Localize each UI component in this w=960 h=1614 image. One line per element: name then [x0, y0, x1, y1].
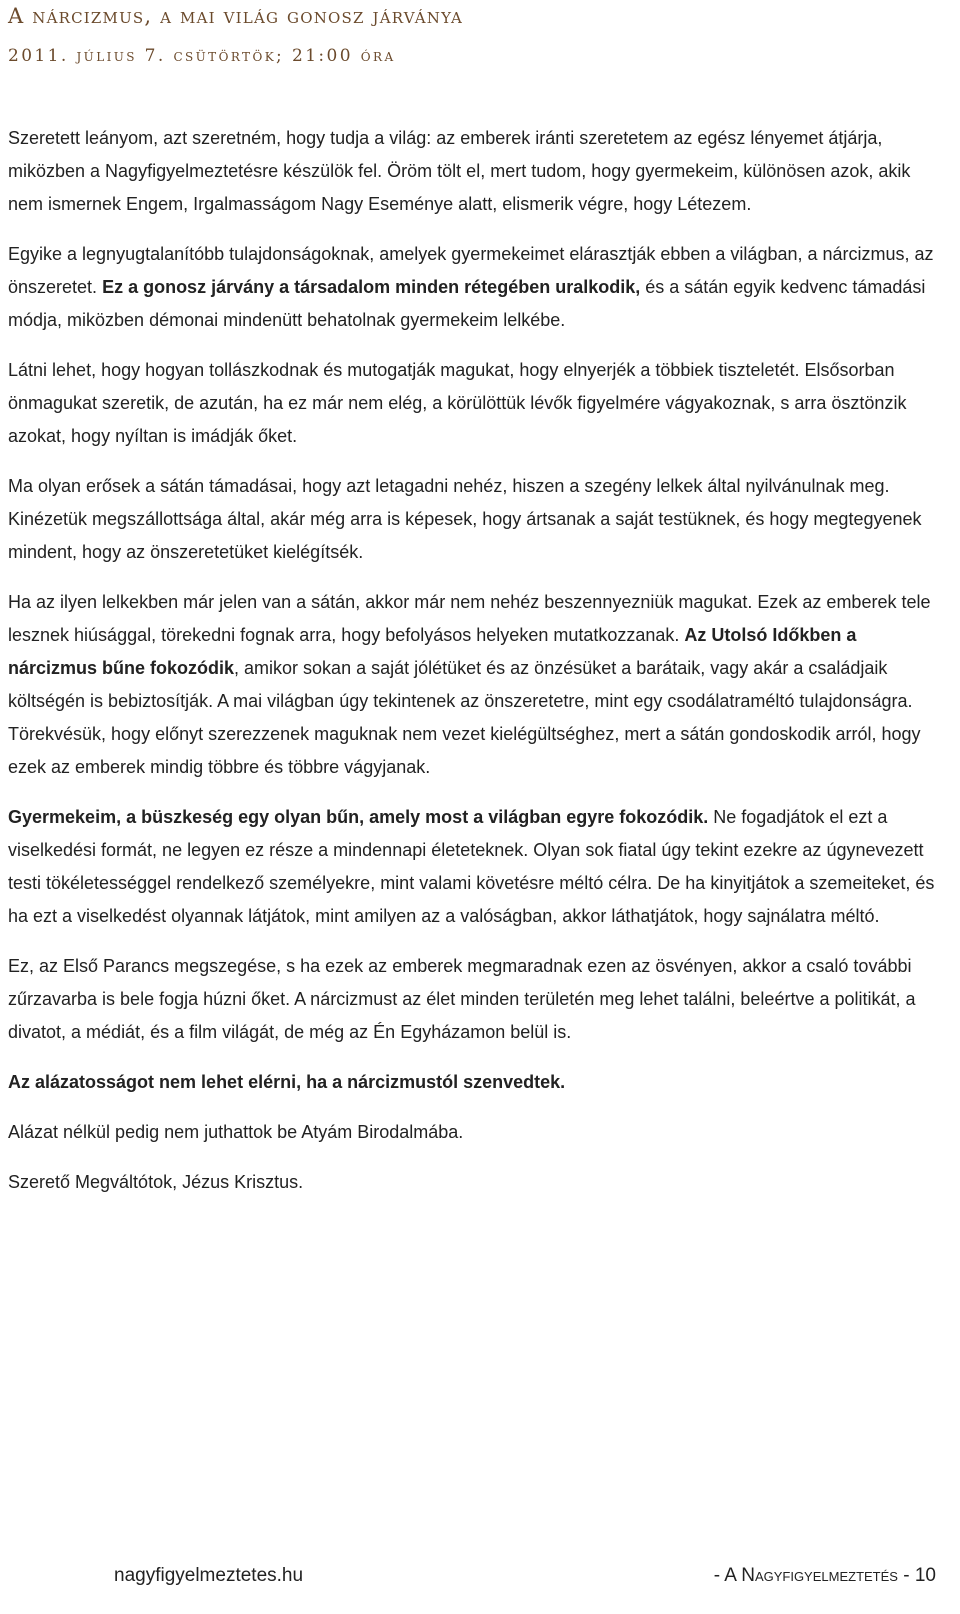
text-run: Ne fogadjátok el ezt a viselkedési formát, ne legyen ez része a mindennapi életeteknek. Olyan sok fiatal úgy tekint ezekre az úgynevezett testi tökéletességgel rendelkező személyekre, mint valami követésre méltó célra. De ha kinyitjátok a szemeiteket, és ha ezt a viselkedést olyannak látjátok, mint amilyen az a valóságban, akkor láthatjátok, hogy sajnálatra méltó. [8, 807, 935, 926]
footer-site: nagyfigyelmeztetes.hu [114, 1565, 304, 1586]
paragraph [8, 1116, 938, 1149]
paragraph [8, 238, 938, 337]
paragraph [8, 586, 938, 784]
page-number: 10 [914, 1565, 936, 1586]
text-run: Ha az ilyen lelkekben már jelen van a sátán, akkor már nem nehéz beszennyezniük magukat. Ezek az emberek tele lesznek hiúsággal, törekedni fognak arra, hogy befolyásos helyeken mutatkozzanak. [8, 592, 931, 645]
paragraph [8, 1066, 938, 1099]
paragraph [8, 1166, 938, 1199]
paragraph [8, 122, 938, 221]
document-title: A nárcizmus, a mai világ gonosz járványa [8, 4, 464, 28]
text-run: , amikor sokan a saját jólétüket és az önzésüket a barátaik, vagy akár a családjaik költségén is bebiztosítják. A mai világban úgy tekintenek az önszeretetre, mint egy csodálatraméltó tulajdonságra. Törekvésük, hogy előnyt szerezzenek maguknak nem vezet kielégültséghez, mert a sátán gondoskodik arról, hogy ezek az emberek mindig többre és többre vágyjanak. [8, 658, 921, 777]
paragraph [8, 950, 938, 1049]
paragraph [8, 801, 938, 933]
paragraph [8, 354, 938, 453]
text-run: Szerető Megváltótok, Jézus Krisztus. [8, 1172, 304, 1192]
text-run: Szeretett leányom, azt szeretném, hogy tudja a világ: az emberek iránti szeretetem az egész lényemet átjárja, miközben a Nagyfigyelmeztetésre készülök fel. Öröm tölt el, mert tudom, hogy gyermekeim, különösen azok, akik nem ismernek Engem, Irgalmasságom Nagy Eseménye alatt, elismerik végre, hogy Létezem. [8, 128, 911, 214]
text-run: Alázat nélkül pedig nem juthattok be Atyám Birodalmába. [8, 1122, 464, 1142]
bold-text: Az Utolsó Időkben a nárcizmus bűne fokozódik [8, 625, 857, 678]
text-run: Látni lehet, hogy hogyan tollászkodnak és mutogatják magukat, hogy elnyerjék a többiek tiszteletét. Elsősorban önmagukat szeretik, de azután, ha ez már nem elég, a körülöttük lévők figyelmére vágyakoznak, s arra ösztönzik azokat, hogy nyíltan is imádják őket. [8, 360, 907, 446]
document-date: 2011. július 7. csütörtök; 21:00 óra [8, 46, 396, 66]
bold-text: Az alázatosságot nem lehet elérni, ha a nárcizmustól szenvedtek. [8, 1072, 566, 1092]
text-run: Egyike a legnyugtalanítóbb tulajdonságoknak, amelyek gyermekeimet elárasztják ebben a világban, a nárcizmus, az önszeretet. [8, 244, 934, 297]
text-run: Ma olyan erősek a sátán támadásai, hogy azt letagadni nehéz, hiszen a szegény lelkek által nyilvánulnak meg. Kinézetük megszállottsága által, akár még arra is képesek, hogy ártsanak a saját testüknek, és hogy megtegyenek mindent, hogy az önszeretetüket kielégítsék. [8, 476, 922, 562]
footer-prefix: - A [713, 1565, 742, 1586]
bold-text: Gyermekeim, a büszkeség egy olyan bűn, amely most a világban egyre fokozódik. [8, 807, 709, 827]
footer-suffix: - [897, 1565, 915, 1586]
paragraph [8, 470, 938, 569]
document-body [8, 122, 938, 1216]
footer-page-info [714, 1561, 936, 1591]
bold-text: Ez a gonosz járvány a társadalom minden rétegében uralkodik, [102, 277, 641, 297]
footer-title: Nagyfigyelmeztetés [741, 1565, 898, 1586]
text-run: és a sátán egyik kedvenc támadási módja, miközben démonai mindenütt behatolnak gyermekeim lelkébe. [8, 277, 926, 330]
text-run: Ez, az Első Parancs megszegése, s ha ezek az emberek megmaradnak ezen az ösvényen, akkor a csaló további zűrzavarba is bele fogja húzni őket. A nárcizmust az élet minden területén meg lehet találni, beleértve a politikát, a divatot, a médiát, és a film világát, de még az Én Egyházamon belül is. [8, 956, 916, 1042]
